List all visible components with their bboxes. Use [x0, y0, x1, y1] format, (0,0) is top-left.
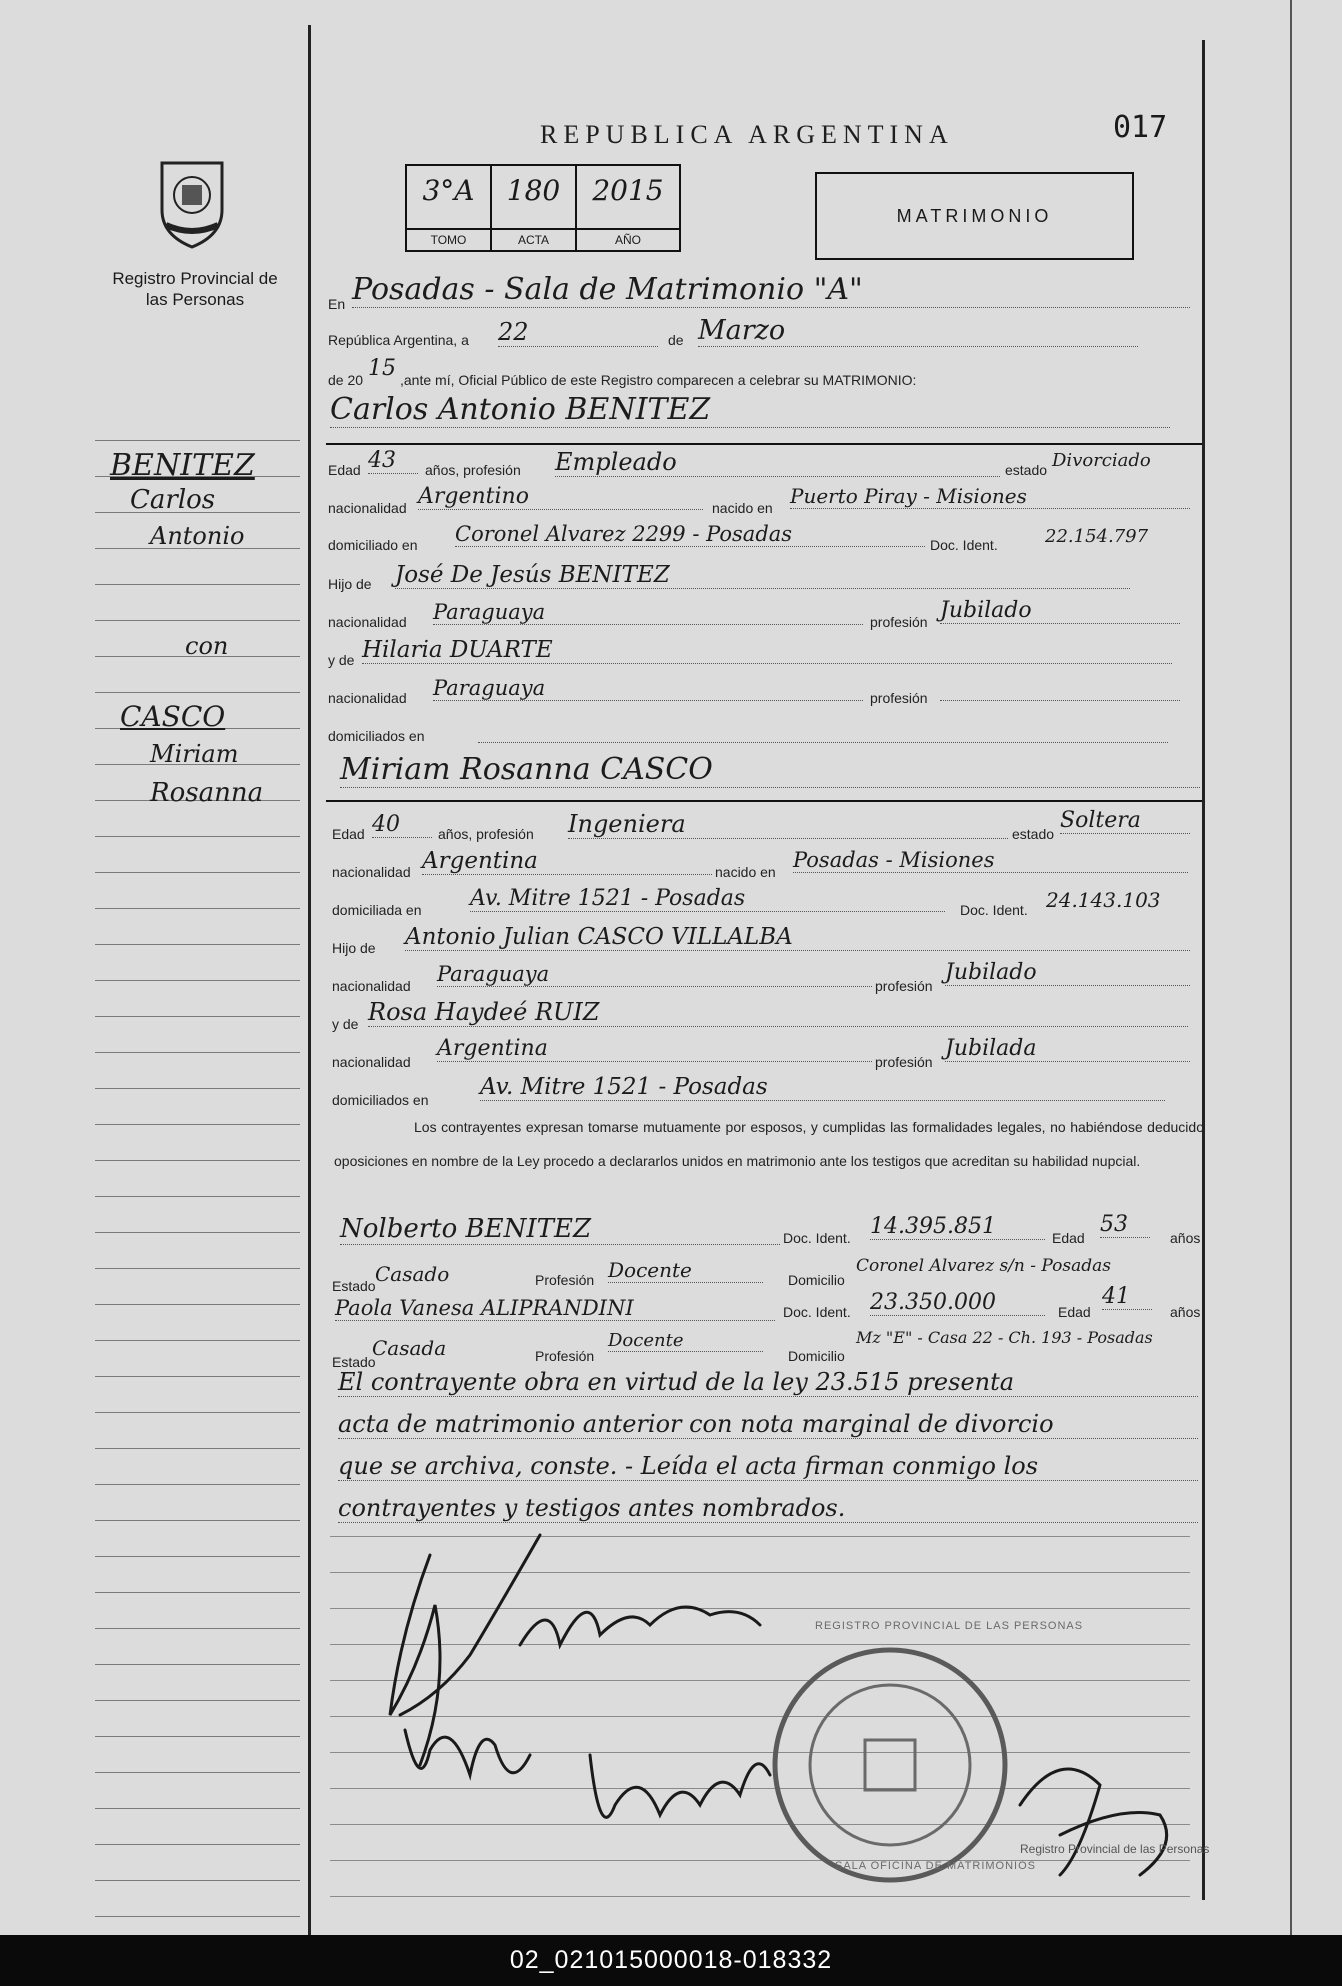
lbl-appearance-sentence: ,ante mí, Oficial Público de este Registro comparecen a celebrar su MATRIMONIO: [400, 372, 917, 388]
margin-rule-line [95, 980, 300, 981]
witness2-age: 41 [1102, 1284, 1152, 1310]
day-value: 22 [498, 318, 658, 347]
lbl-w2-edad: Edad [1058, 1304, 1091, 1320]
lbl-w1-anos: años [1170, 1230, 1201, 1246]
lbl-w2-doc: Doc. Ident. [783, 1304, 851, 1320]
margin-rule-line [95, 1412, 300, 1413]
lbl-bride-domiciliada: domiciliada en [332, 902, 422, 918]
declaration-paragraph: Los contrayentes expresan tomarse mutuamente por esposos, y cumplidas las formalidades legales, no habiéndose deducido oposiciones en nombre de la Ley procedo a declararlos unidos en matrimonio ante los testigos que acreditan su habilidad nupcial. [334, 1119, 1204, 1169]
coat-of-arms-icon [152, 155, 232, 250]
official-stamp [775, 1650, 1005, 1880]
bride-mother: Rosa Haydeé RUIZ [368, 998, 1188, 1027]
margin-rule-line [95, 1592, 300, 1593]
margin-rule-line [95, 872, 300, 873]
lbl-bride-profesion: años, profesión [438, 826, 534, 842]
page-edge-line [1290, 0, 1292, 1935]
groom-doc: 22.154.797 [1045, 526, 1149, 547]
record-type-box: MATRIMONIO [815, 172, 1134, 260]
lbl-groom-father-nac: nacionalidad [328, 614, 407, 630]
groom-nationality: Argentino [418, 484, 703, 510]
lbl-groom-estado: estado [1005, 462, 1048, 478]
margin-rule-line [95, 692, 300, 693]
witness2-name: Paola Vanesa ALIPRANDINI [335, 1296, 775, 1321]
file-id-footer: 02_021015000018-018332 [0, 1935, 1342, 1986]
lbl-bride-mother-prof: profesión [875, 1054, 933, 1070]
lbl-w2-profesion: Profesión [535, 1348, 595, 1364]
note-line-4: contrayentes y testigos antes nombrados. [338, 1494, 1198, 1523]
groom-age: 43 [368, 448, 418, 474]
margin-rule-line [95, 1124, 300, 1125]
lbl-w1-edad: Edad [1052, 1230, 1085, 1246]
margin-rule-line [95, 1196, 300, 1197]
institution-name: Registro Provincial de las Personas [112, 269, 278, 309]
country-heading: REPUBLICA ARGENTINA [540, 120, 954, 149]
lbl-bride-father-nac: nacionalidad [332, 978, 411, 994]
groom-full-name: Carlos Antonio BENITEZ [330, 392, 1170, 428]
groom-civil-status: Divorciado [1052, 450, 1151, 471]
tomo-label: TOMO [407, 228, 490, 250]
bride-mother-nationality: Argentina [437, 1036, 872, 1062]
margin-rule-line [95, 1232, 300, 1233]
left-margin-line [308, 25, 311, 1935]
witness2-address: Mz "E" - Casa 22 - Ch. 193 - Posadas [856, 1328, 1153, 1347]
tomo-cell [407, 166, 492, 250]
bride-mother-profession: Jubilada [945, 1036, 1190, 1062]
lbl-bride-yde: y de [332, 1016, 359, 1032]
margin-rule-line [95, 1664, 300, 1665]
margin-rule-line [95, 1088, 300, 1089]
margin-rule-line [95, 1304, 300, 1305]
groom-profession: Empleado [555, 448, 1000, 477]
margin-rule-line [95, 836, 300, 837]
margin-bride-surname: CASCO [120, 700, 226, 733]
lbl-bride-mother-nac: nacionalidad [332, 1054, 411, 1070]
witness1-age: 53 [1100, 1212, 1150, 1238]
lbl-w2-domicilio: Domicilio [788, 1348, 845, 1364]
margin-rule-line [95, 1772, 300, 1773]
witness1-address: Coronel Alvarez s/n - Posadas [856, 1256, 1111, 1276]
margin-rule-line [95, 1052, 300, 1053]
ano-cell [577, 166, 679, 250]
lbl-w1-estado: Estado [332, 1278, 376, 1294]
groom-mother-profession [940, 676, 1180, 701]
acta-label: ACTA [492, 228, 575, 250]
witness2-status: Casada [372, 1336, 447, 1360]
lbl-bride-father-prof: profesión [875, 978, 933, 994]
acta-value: 180 [506, 174, 561, 207]
signature-1 [390, 1535, 540, 1765]
lbl-groom-yde: y de [328, 652, 355, 668]
provincial-seal [152, 155, 232, 255]
bride-civil-status: Soltera [1060, 808, 1190, 834]
month-value: Marzo [698, 315, 1138, 347]
margin-groom-name2: Antonio [150, 522, 245, 550]
margin-rule-line [95, 1736, 300, 1737]
stamp-inner-text: SALA OFICINA DE MATRIMONIOS [835, 1860, 1036, 1872]
lbl-w2-anos: años [1170, 1304, 1201, 1320]
lbl-republica: República Argentina, a [328, 332, 469, 348]
groom-divider [326, 443, 1202, 445]
margin-bride-name2: Rosanna [150, 778, 264, 808]
lbl-bride-nacido: nacido en [715, 864, 776, 880]
tomo-value: 3°A [422, 174, 475, 207]
lbl-w1-doc: Doc. Ident. [783, 1230, 851, 1246]
groom-birthplace: Puerto Piray - Misiones [790, 484, 1190, 509]
margin-rule-line [95, 1340, 300, 1341]
witness2-doc: 23.350.000 [870, 1290, 1045, 1316]
lbl-de20: de 20 [328, 372, 364, 388]
bride-profession: Ingeniera [568, 810, 1008, 839]
margin-rule-line [95, 584, 300, 585]
margin-rule-line [95, 1268, 300, 1269]
lbl-bride-doc: Doc. Ident. [960, 902, 1028, 918]
lbl-w2-estado: Estado [332, 1354, 376, 1370]
margin-rule-line [95, 1484, 300, 1485]
signature-5 [1020, 1769, 1167, 1875]
lbl-bride-estado: estado [1012, 826, 1055, 842]
lbl-groom-mother-nac: nacionalidad [328, 690, 407, 706]
margin-groom-name1: Carlos [130, 485, 216, 515]
bride-nationality: Argentina [422, 848, 712, 875]
signature-2 [520, 1607, 760, 1645]
margin-rule-line [95, 1628, 300, 1629]
bride-father-profession: Jubilado [945, 960, 1190, 986]
bride-age: 40 [372, 812, 432, 838]
lbl-de: de [668, 332, 684, 348]
lbl-groom-nacionalidad: nacionalidad [328, 500, 407, 516]
lbl-groom-doc: Doc. Ident. [930, 537, 998, 553]
margin-groom-surname: BENITEZ [110, 448, 255, 483]
margin-rule-line [95, 1880, 300, 1881]
groom-father-profession: Jubilado [940, 598, 1180, 624]
lbl-bride-edad: Edad [332, 826, 365, 842]
witness1-profession: Docente [608, 1258, 763, 1283]
margin-rule-line [95, 944, 300, 945]
groom-mother: Hilaria DUARTE [362, 637, 1172, 664]
lbl-groom-mother-prof: profesión [870, 690, 928, 706]
note-line-2: acta de matrimonio anterior con nota marginal de divorcio [338, 1410, 1198, 1439]
stamp-ring-text: REGISTRO PROVINCIAL DE LAS PERSONAS [815, 1620, 1084, 1632]
official-seal-caption: Registro Provincial de las Personas [1020, 1842, 1210, 1856]
witness1-name: Nolberto BENITEZ [340, 1214, 780, 1245]
margin-rule-line [95, 1448, 300, 1449]
groom-father: José De Jesús BENITEZ [395, 562, 1130, 589]
year-suffix: 15 [368, 356, 396, 381]
witness1-doc: 14.395.851 [870, 1214, 1045, 1240]
lbl-groom-nacido: nacido en [712, 500, 773, 516]
note-line-3: que se archiva, conste. - Leída el acta firman conmigo los [338, 1452, 1198, 1481]
groom-father-nationality: Paraguaya [433, 600, 863, 625]
lbl-groom-domiciliados: domiciliados en [328, 728, 425, 744]
lbl-groom-father-prof: profesión [870, 614, 928, 630]
margin-rule-line [95, 908, 300, 909]
lbl-w1-profesion: Profesión [535, 1272, 595, 1288]
margin-rule-line [95, 1916, 300, 1917]
lbl-w1-domicilio: Domicilio [788, 1272, 845, 1288]
margin-rule-line [95, 1700, 300, 1701]
lbl-bride-nacionalidad: nacionalidad [332, 864, 411, 880]
margin-bride-name1: Miriam [150, 740, 239, 768]
lbl-groom-hijo: Hijo de [328, 576, 372, 592]
bride-full-name: Miriam Rosanna CASCO [340, 752, 1200, 788]
groom-address: Coronel Alvarez 2299 - Posadas [455, 522, 925, 547]
lbl-groom-profesion: años, profesión [425, 462, 521, 478]
margin-rule-line [95, 440, 300, 441]
lbl-en: En [328, 296, 346, 312]
margin-rule-line [95, 1556, 300, 1557]
place-value: Posadas - Sala de Matrimonio "A" [352, 272, 1190, 308]
margin-rule-line [95, 1376, 300, 1377]
bride-father: Antonio Julian CASCO VILLALBA [405, 924, 1190, 951]
margin-rule-line [95, 1808, 300, 1809]
groom-parents-address [478, 716, 1168, 743]
margin-rule-line [95, 1160, 300, 1161]
margin-rule-line [95, 620, 300, 621]
bride-address: Av. Mitre 1521 - Posadas [470, 886, 945, 912]
ano-value: 2015 [592, 174, 664, 207]
margin-rule-line [95, 1016, 300, 1017]
lbl-groom-domiciliado: domiciliado en [328, 537, 418, 553]
margin-rule-line [95, 1520, 300, 1521]
ano-label: AÑO [577, 228, 679, 250]
bride-doc: 24.143.103 [1046, 888, 1161, 912]
page-number: 017 [1113, 110, 1168, 145]
acta-cell [492, 166, 577, 250]
margin-rule-line [95, 1844, 300, 1845]
bride-birthplace: Posadas - Misiones [793, 848, 1188, 873]
groom-mother-nationality: Paraguaya [433, 676, 863, 701]
record-number-boxes [405, 164, 681, 252]
margin-connector: con [185, 632, 229, 660]
signature-4 [590, 1755, 770, 1817]
bride-parents-address: Av. Mitre 1521 - Posadas [480, 1074, 1165, 1101]
lbl-groom-edad: Edad [328, 462, 361, 478]
bride-divider [326, 800, 1202, 802]
witness2-profession: Docente [608, 1330, 763, 1352]
bride-father-nationality: Paraguaya [437, 962, 872, 987]
note-line-1: El contrayente obra en virtud de la ley 23.515 presenta [338, 1368, 1198, 1397]
witness1-status: Casado [375, 1262, 450, 1286]
lbl-bride-domiciliados: domiciliados en [332, 1092, 429, 1108]
lbl-bride-hijo: Hijo de [332, 940, 376, 956]
